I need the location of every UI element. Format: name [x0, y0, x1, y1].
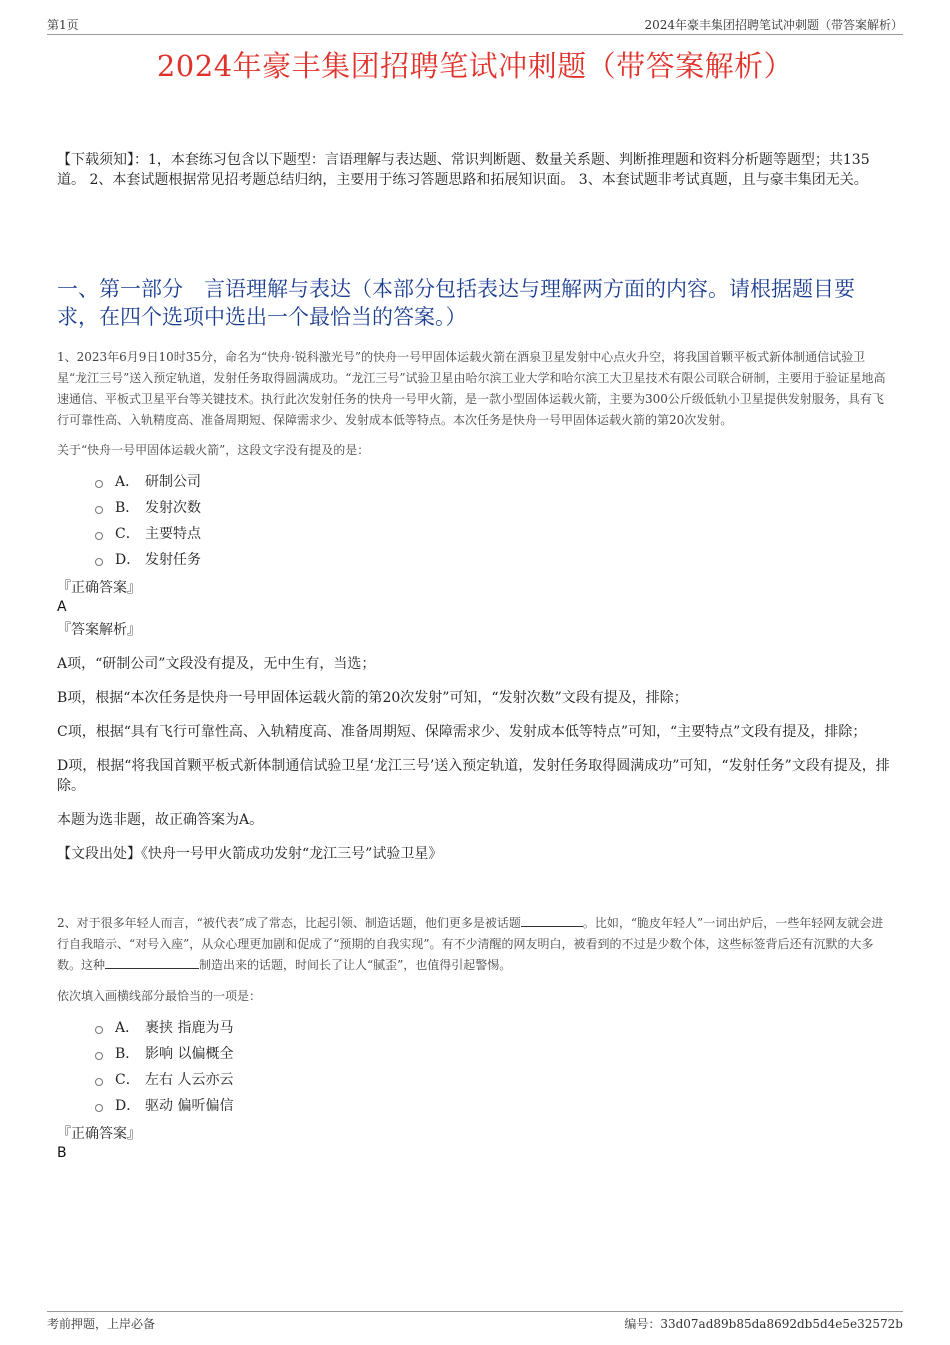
option-c[interactable]: C． 左右 人云亦云 [95, 1066, 895, 1092]
analysis-label: 『答案解析』 [57, 622, 141, 638]
fill-blank-1 [521, 914, 583, 927]
analysis-paragraph: D项，根据“将我国首颗平板式新体制通信试验卫星‘龙江三号’送入预定轨道，发射任务取得圆满成功”可知，“发射任务”文段有提及，排除。 [57, 758, 890, 794]
analysis-paragraph: 本题为选非题，故正确答案为A。 [57, 812, 264, 828]
question-1-passage: 1、2023年6月9日10时35分，命名为“快舟·锐科激光号”的快舟一号甲固体运载火箭在酒泉卫星发射中心点火升空，将我国首颗平板式新体制通信试验卫星“龙江三号”送入预定轨道，发射任务取得圆满成功。“龙江三号”试验卫星由哈尔滨工业大学和哈尔滨工大卫星技术有限公司联合研制，主要用于验证星地高速通信、平板式卫星平台等关键技术。执行此次发射任务的快舟一号甲火箭，是一款小型固体运载火箭，主要为300公斤级低轨小卫星提供发射服务，具有飞行可靠性高、入轨精度高、准备周期短、保障需求少、发射成本低等特点。本次任务是快舟一号甲固体运载火箭的第20次发射。 [57, 350, 886, 427]
page-header [47, 14, 903, 35]
document-code: 编号：33d07ad89b85da8692db5d4e5e32572b [624, 1317, 903, 1331]
option-b[interactable]: B． 影响 以偏概全 [95, 1040, 895, 1066]
radio-icon[interactable] [95, 506, 103, 514]
radio-icon[interactable] [95, 1026, 103, 1034]
analysis-paragraph: A项，“研制公司”文段没有提及，无中生有，当选； [57, 656, 376, 672]
radio-icon[interactable] [95, 1052, 103, 1060]
option-a[interactable]: A． 裹挟 指鹿为马 [95, 1014, 895, 1040]
option-c[interactable]: C． 主要特点 [95, 520, 895, 546]
document-title: 2024年豪丰集团招聘笔试冲刺题（带答案解析） [156, 49, 794, 83]
passage-source: 【文段出处】《快舟一号甲火箭成功发射“龙江三号”试验卫星》 [57, 846, 443, 862]
answer-label: 『正确答案』 [57, 1126, 141, 1142]
radio-icon[interactable] [95, 558, 103, 566]
option-b[interactable]: B． 发射次数 [95, 494, 895, 520]
question-2-options [95, 1014, 895, 1118]
question-1-options [95, 468, 895, 572]
radio-icon[interactable] [95, 1078, 103, 1086]
answer-label: 『正确答案』 [57, 580, 141, 596]
analysis-paragraph: C项，根据“具有飞行可靠性高、入轨精度高、准备周期短、保障需求少、发射成本低等特点”可知，“主要特点”文段有提及，排除； [57, 724, 867, 740]
question-1 [57, 347, 895, 864]
option-d[interactable]: D． 发射任务 [95, 546, 895, 572]
header-doc-name: 2024年豪丰集团招聘笔试冲刺题（带答案解析） [644, 18, 903, 32]
radio-icon[interactable] [95, 1104, 103, 1112]
page-footer [47, 1311, 903, 1334]
question-1-prompt: 关于“快舟一号甲固体运载火箭”，这段文字没有提及的是： [57, 443, 370, 457]
option-a[interactable]: A． 研制公司 [95, 468, 895, 494]
question-2 [57, 913, 895, 1162]
option-d[interactable]: D． 驱动 偏听偏信 [95, 1092, 895, 1118]
radio-icon[interactable] [95, 480, 103, 488]
footer-slogan: 考前押题，上岸必备 [47, 1317, 156, 1331]
question-2-prompt: 依次填入画横线部分最恰当的一项是： [57, 989, 262, 1003]
radio-icon[interactable] [95, 532, 103, 540]
page-number: 第1页 [47, 18, 79, 32]
section-title: 一、第一部分 言语理解与表达（本部分包括表达与理解两方面的内容。请根据题目要求，在四个选项中选出一个最恰当的答案。） [57, 277, 855, 329]
fill-blank-2 [105, 956, 199, 969]
answer-analysis [57, 654, 895, 830]
download-notice: 【下载须知】：1，本套练习包含以下题型：言语理解与表达题、常识判断题、数量关系题、判断推理题和资料分析题等题型；共135道。 2、本套试题根据常见招考题总结归纳，主要用于练习答题思路和拓展知识面。 3、本套试题非考试真题，且与豪丰集团无关。 [57, 152, 870, 188]
correct-answer: A [57, 599, 67, 615]
question-2-passage: 2、对于很多年轻人而言，“被代表”成了常态，比起引领、制造话题，他们更多是被话题 。比如，“脆皮年轻人”一词出炉后，一些年轻网友就会进行自我暗示、“对号入座”，从众心理更加剧和促成了“预期的自我实现”。有不少清醒的网友明白，被看到的不过是少数个体，这些标签背后还有沉默的大多数。这种 制造出来的话题，时间长了让人“腻歪”，也值得引起警惕。 [57, 916, 884, 972]
analysis-paragraph: B项，根据“本次任务是快舟一号甲固体运载火箭的第20次发射”可知，“发射次数”文段有提及，排除； [57, 690, 688, 706]
correct-answer: B [57, 1145, 67, 1161]
